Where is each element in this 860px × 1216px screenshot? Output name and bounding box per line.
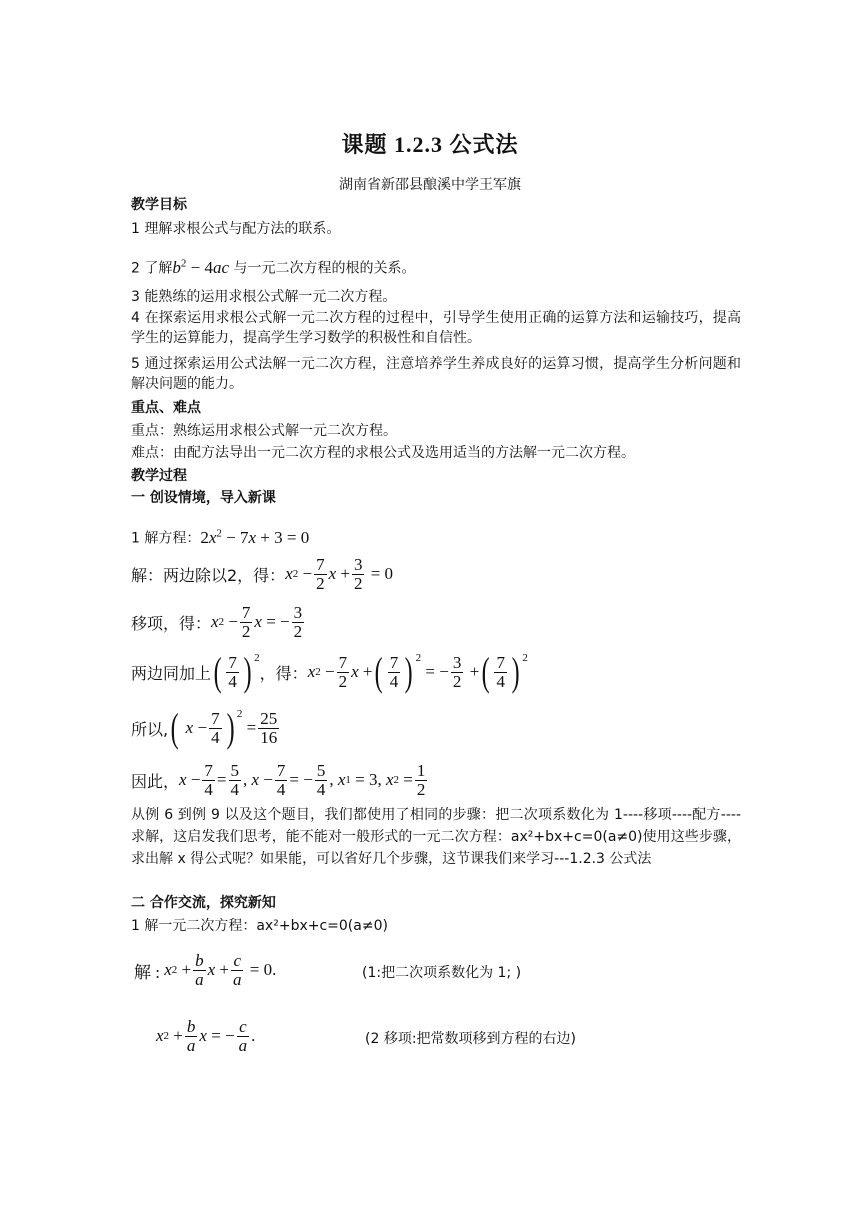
step-divide-lead: 解：两边除以2，得：	[131, 565, 286, 585]
example-2: 1 解一元二次方程：ax²+bx+c=0(a≠0)	[131, 918, 388, 934]
step-complete-lead: 两边同加上	[131, 663, 212, 683]
goal-item-5: 5 通过探索运用公式法解一元二次方程，注意培养学生养成良好的运算习惯，提高学生分析问题和解决问题的能力。	[131, 356, 741, 392]
lesson-title: 课题 1.2.3 公式法	[341, 132, 519, 157]
transition-paragraph: 从例 6 到例 9 以及这个题目，我们都使用了相同的步骤：把二次项系数化为 1----移项----配方----求解，这启发我们思考，能不能对一般形式的一元二次方程：ax²+bx+c=0(a≠0)使用这些步骤，求出解 x 得公式呢？如果能，可以省好几个步骤，这节课我们来学习---1.2.3 公式法	[131, 807, 741, 867]
example-1-label: 1 解方程：	[131, 530, 201, 547]
example-1	[131, 523, 309, 549]
goal-item-1: 1 理解求根公式与配方法的联系。	[131, 221, 341, 237]
step-move-lead: 移项，得：	[131, 613, 212, 633]
note-step-1: (1:把二次项系数化为 1; )	[362, 965, 522, 981]
step-divide: 解：两边除以2，得： x 2 − $\frac{7}{2}$ x + $\frac{3}{2}$ = 0	[131, 555, 394, 593]
goal-item-3: 3 能熟练的运用求根公式解一元二次方程。	[131, 289, 397, 305]
author-line: 湖南省新邵县酿溪中学王军旗	[339, 177, 521, 193]
step-solution: 因此， x − $\frac{7}{4}$ = $\frac{5}{4}$ , x − $\frac{7}{4}$ = − $\frac{5}{4}$ , x 1 = 3, x 2 = $\frac{1}{2}$	[131, 761, 426, 799]
key-heading: 重点、难点	[131, 400, 201, 416]
goal-item-2	[131, 253, 415, 279]
section-2-heading: 二 合作交流，探究新知	[131, 895, 276, 911]
key-focus: 重点：熟练运用求根公式解一元二次方程。	[131, 423, 397, 439]
step-complete-square: 两边同加上 ( $\frac{7}{4}$ ) $^2$ ，得： x 2 − $\frac{7}{2}$ x + ( $\frac{7}{4}$ ) $^2$ = − $\frac{3}{2}$ + ( $\frac{7}{4}$ ) $^2$	[131, 649, 528, 694]
step-so: 所以, ( x − $\frac{7}{4}$ ) $^2$ = $\frac{25}{16}$	[131, 705, 278, 750]
example-1-equation: $2x^2 - 7x + 3 = 0$	[200, 527, 310, 547]
goal-item-2-suffix: 与一元二次方程的根的关系。	[229, 260, 416, 277]
discriminant-formula: $b^2 - 4ac$	[172, 257, 229, 277]
general-step-1: 解 : x 2 + $\frac{b}{a}$ x + $\frac{c}{a}$ = 0.	[134, 951, 277, 989]
general-step-2: x 2 + $\frac{b}{a}$ x = − $\frac{c}{a}$ .	[156, 1017, 256, 1055]
step-move: 移项，得： x 2 − $\frac{7}{2}$ x = − $\frac{3}{2}$	[131, 603, 303, 641]
key-difficulty: 难点：由配方法导出一元二次方程的求根公式及选用适当的方法解一元二次方程。	[131, 445, 635, 461]
section-1-heading: 一 创设情境，导入新课	[131, 490, 276, 506]
step-complete-mid: ，得：	[259, 663, 308, 683]
step-so-lead: 所以,	[131, 719, 169, 739]
goal-item-4: 4 在探索运用求根公式解一元二次方程的过程中，引导学生使用正确的运算方法和运输技巧，提高学生的运算能力，提高学生学习数学的积极性和自信性。	[131, 310, 741, 346]
step-solution-lead: 因此，	[131, 771, 180, 791]
goals-heading: 教学目标	[131, 197, 187, 213]
goal-item-2-prefix: 2 了解	[131, 260, 173, 277]
note-step-2: (2 移项:把常数项移到方程的右边)	[365, 1031, 576, 1047]
process-heading: 教学过程	[131, 468, 187, 484]
